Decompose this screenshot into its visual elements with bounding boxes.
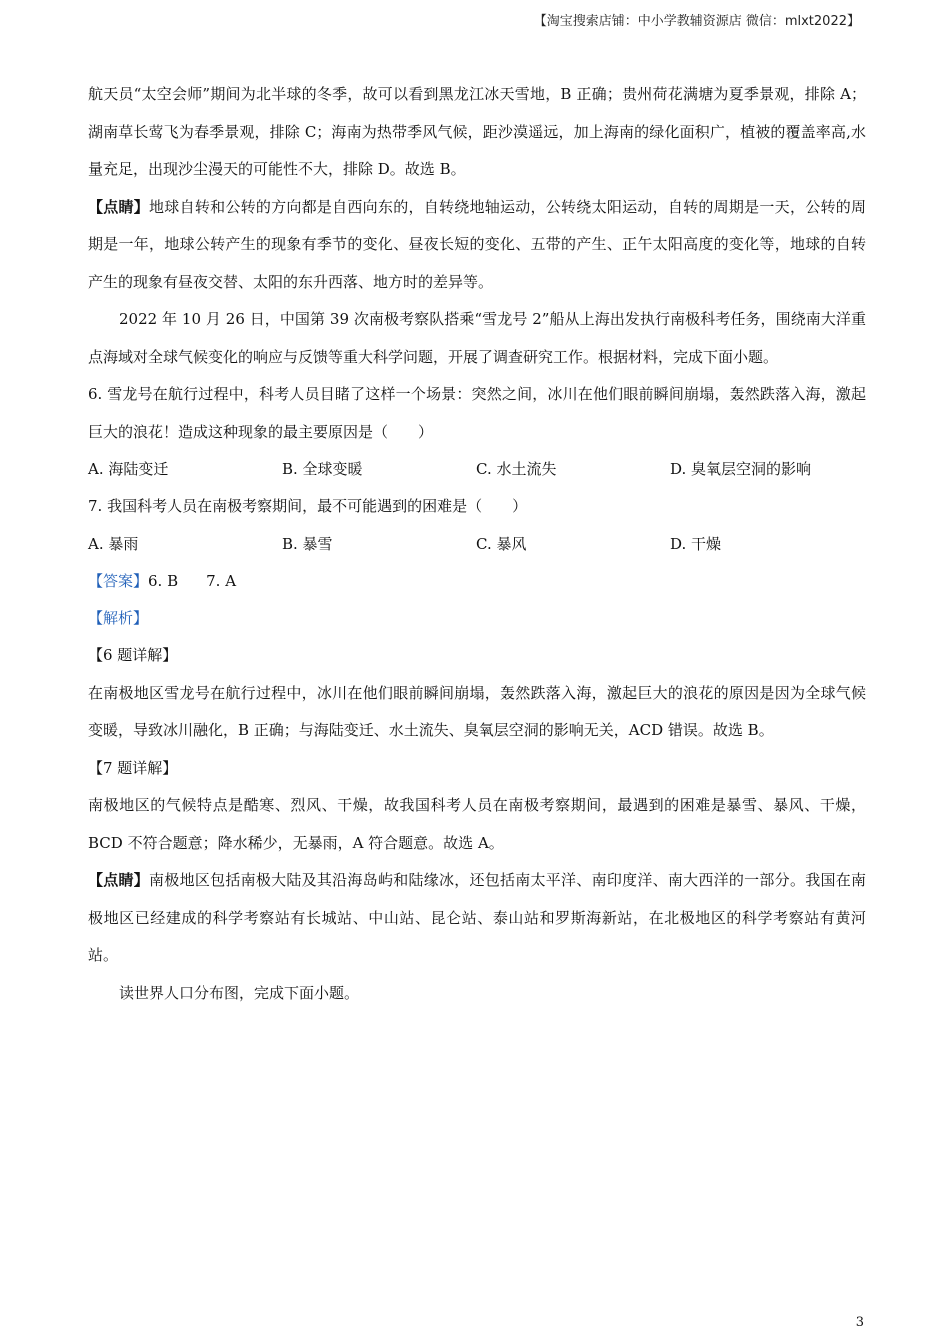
q6-option-c: C. 水土流失	[476, 460, 557, 478]
q7-option-d: D. 干燥	[670, 534, 722, 553]
detail-6-tag: 【6 题详解】	[88, 646, 178, 664]
q6-option-b: B. 全球变暖	[282, 460, 363, 478]
q7-option-c: C. 暴风	[476, 534, 527, 553]
paragraph-tip-earth-motion	[88, 189, 866, 302]
answer-7: 7. A	[206, 571, 237, 590]
paragraph-tip-antarctic	[88, 862, 866, 975]
analysis-tag: 【解析】	[88, 608, 149, 627]
paragraph-population-map-intro: 读世界人口分布图，完成下面小题。	[119, 983, 360, 1002]
detail-6-text: 在南极地区雪龙号在航行过程中，冰川在他们眼前瞬间崩塌，轰然跌落入海，激起巨大的浪花的原因是因为全球气候变暖，导致冰川融化，B 正确；与海陆变迁、水土流失、臭氧层空洞的影响无关，ACD 错误。故选 B。	[88, 683, 866, 739]
q7-option-a: A. 暴雨	[88, 534, 139, 553]
paragraph-q5-explanation: 航天员“太空会师”期间为北半球的冬季，故可以看到黑龙江冰天雪地，B 正确；贵州荷花满塘为夏季景观，排除 A；湖南草长莺飞为春季景观，排除 C；海南为热带季风气候，距沙漠遥远，加上海南的绿化面积广，植被的覆盖率高,水量充足，出现沙尘漫天的可能性不大，排除 D。故选 B。	[88, 85, 866, 178]
header-watermark-note: 【淘宝搜索店铺：中小学教辅资源店 微信：mlxt2022】	[533, 14, 860, 29]
page-number: 3	[855, 1315, 864, 1330]
paragraph-material-antarctic: 2022 年 10 月 26 日，中国第 39 次南极考察队搭乘“雪龙号 2”船从上海出发执行南极科考任务，围绕南大洋重点海域对全球气候变化的响应与反馈等重大科学问题，开展了调查研究工作。根据材料，完成下面小题。	[88, 310, 866, 366]
answer-tag: 【答案】	[88, 571, 149, 590]
tip-tag: 【点睛】	[88, 197, 150, 216]
question-6-options	[88, 451, 866, 488]
tip-text: 地球自转和公转的方向都是自西向东的，自转绕地轴运动，公转绕太阳运动，自转的周期是一天，公转的周期是一年，地球公转产生的现象有季节的变化、昼夜长短的变化、五带的产生、正午太阳高度的变化等，地球的自转产生的现象有昼夜交替、太阳的东升西落、地方时的差异等。	[88, 197, 866, 291]
tip-tag-2: 【点睛】	[88, 871, 150, 889]
question-7-options	[88, 526, 866, 563]
tip-text-2: 南极地区包括南极大陆及其沿海岛屿和陆缘冰，还包括南太平洋、南印度洋、南大西洋的一部分。我国在南极地区已经建成的科学考察站有长城站、中山站、昆仑站、泰山站和罗斯海新站，在北极地区的科学考察站有黄河站。	[88, 871, 866, 964]
answer-6: 6. B	[148, 571, 179, 590]
question-7: 7. 我国科考人员在南极考察期间，最不可能遇到的困难是（ ）	[88, 497, 528, 515]
q6-option-d: D. 臭氧层空洞的影响	[670, 460, 812, 478]
answer-row	[88, 563, 866, 600]
detail-7-text: 南极地区的气候特点是酷寒、烈风、干燥，故我国科考人员在南极考察期间，最遇到的困难是暴雪、暴风、干燥，BCD 不符合题意；降水稀少，无暴雨，A 符合题意。故选 A。	[88, 796, 866, 852]
document-body	[88, 76, 866, 1012]
q6-option-a: A. 海陆变迁	[88, 460, 169, 478]
q7-option-b: B. 暴雪	[282, 534, 333, 553]
question-6: 6. 雪龙号在航行过程中，科考人员目睹了这样一个场景：突然之间，冰川在他们眼前瞬间崩塌，轰然跌落入海，激起巨大的浪花！造成这种现象的最主要原因是（ ）	[88, 385, 866, 441]
detail-7-tag: 【7 题详解】	[88, 758, 178, 777]
